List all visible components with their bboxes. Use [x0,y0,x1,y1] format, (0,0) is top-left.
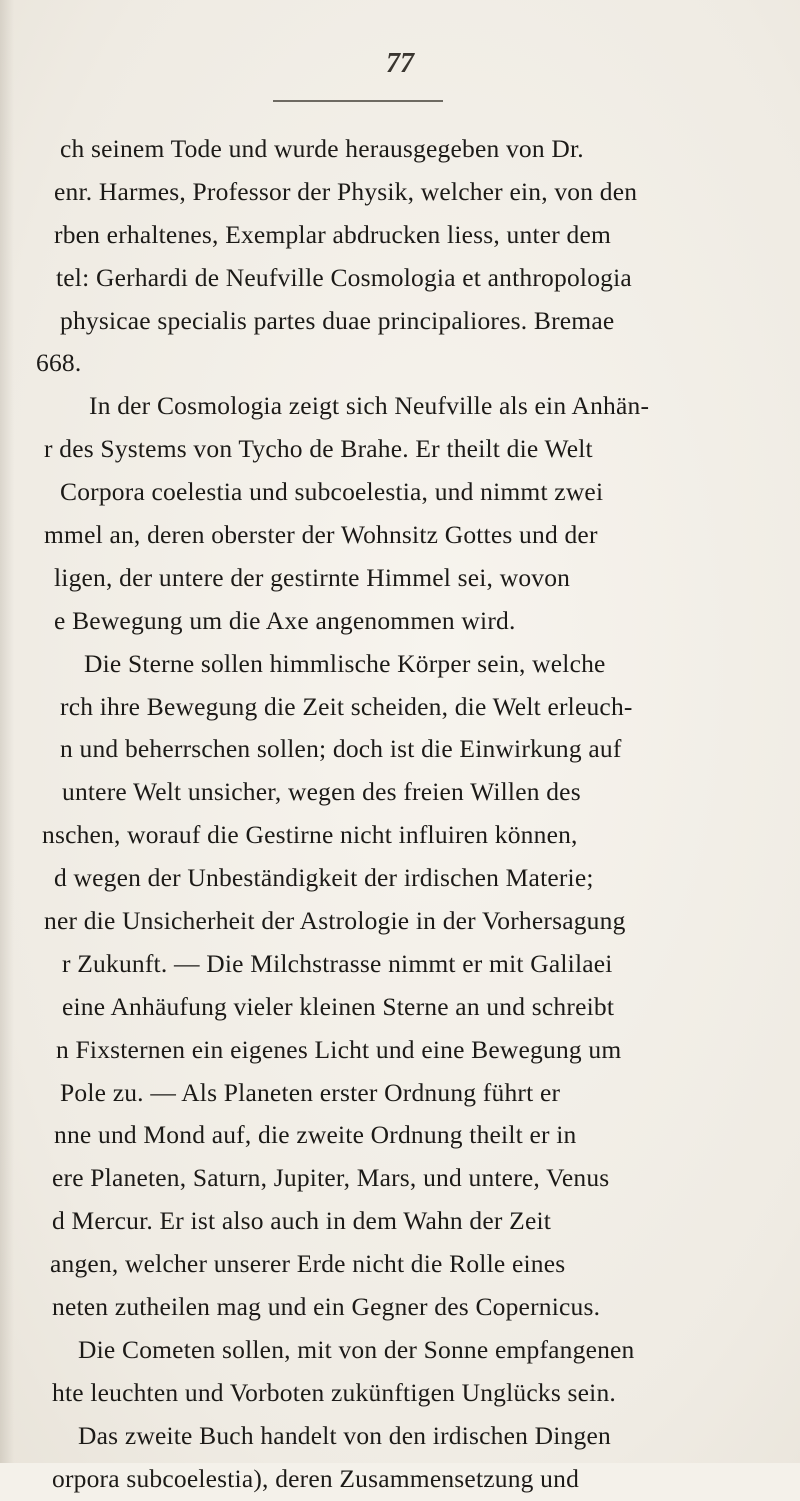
text-line: Die Cometen sollen, mit von der Sonne empfangenen [78,1334,635,1364]
text-line: nschen, worauf die Gestirne nicht influiren können, [42,820,578,850]
text-line: nne und Mond auf, die zweite Ordnung theilt er in [54,1120,577,1150]
text-line: Pole zu. — Als Planeten erster Ordnung führt er [60,1077,561,1107]
text-line: ligen, der untere der gestirnte Himmel sei, wovon [54,562,571,592]
text-line: Die Sterne sollen himmlische Körper sein, welche [84,648,606,678]
text-line: d wegen der Unbeständigkeit der irdischen Materie; [54,863,594,893]
text-line: r Zukunft. — Die Milchstrasse nimmt er mit Galilaei [62,948,613,978]
text-line: hte leuchten und Vorboten zukünftigen Unglücks sein. [52,1377,616,1407]
text-line: ere Planeten, Saturn, Jupiter, Mars, und untere, Venus [52,1163,610,1193]
text-line: e Bewegung um die Axe angenommen wird. [54,605,516,635]
text-line: untere Welt unsicher, wegen des freien Willen des [62,777,581,807]
text-line: ch seinem Tode und wurde herausgegeben von Dr. [60,134,584,163]
page-number: 77 [386,48,414,79]
text-line: n Fixsternen ein eigenes Licht und eine Bewegung um [56,1034,622,1064]
text-line: rch ihre Bewegung die Zeit scheiden, die Welt erleuch- [60,691,633,721]
text-line: tel: Gerhardi de Neufville Cosmologia et anthropologia [56,262,632,292]
gutter-shadow [0,0,14,1463]
text-line: Das zweite Buch handelt von den irdischen Dingen [78,1420,611,1450]
body-text [22,128,772,1501]
text-line: Corpora coelestia und subcoelestia, und nimmt zwei [60,477,604,507]
text-line: In der Cosmologia zeigt sich Neufville als ein Anhän- [89,391,650,421]
text-line: orpora subcoelestia), deren Zusammensetzung und [52,1463,580,1493]
text-line: physicae specialis partes duae principaliores. Bremae [60,305,615,335]
page-number-rule [273,100,443,102]
text-line: 668. [36,348,82,378]
text-line: eine Anhäufung vieler kleinen Sterne an und schreibt [62,991,615,1021]
text-line: angen, welcher unserer Erde nicht die Rolle eines [50,1249,566,1279]
text-line: rben erhaltenes, Exemplar abdrucken liess, unter dem [54,219,612,249]
text-line: enr. Harmes, Professor der Physik, welcher ein, von den [54,176,638,206]
text-line: n und beherrschen sollen; doch ist die Einwirkung auf [60,734,622,764]
text-line: d Mercur. Er ist also auch in dem Wahn der Zeit [52,1206,552,1236]
text-line: ner die Unsicherheit der Astrologie in der Vorhersagung [44,906,626,936]
text-line: mmel an, deren oberster der Wohnsitz Gottes und der [44,520,598,550]
text-line: neten zutheilen mag und ein Gegner des Copernicus. [52,1292,601,1322]
text-line: r des Systems von Tycho de Brahe. Er theilt die Welt [44,434,593,464]
